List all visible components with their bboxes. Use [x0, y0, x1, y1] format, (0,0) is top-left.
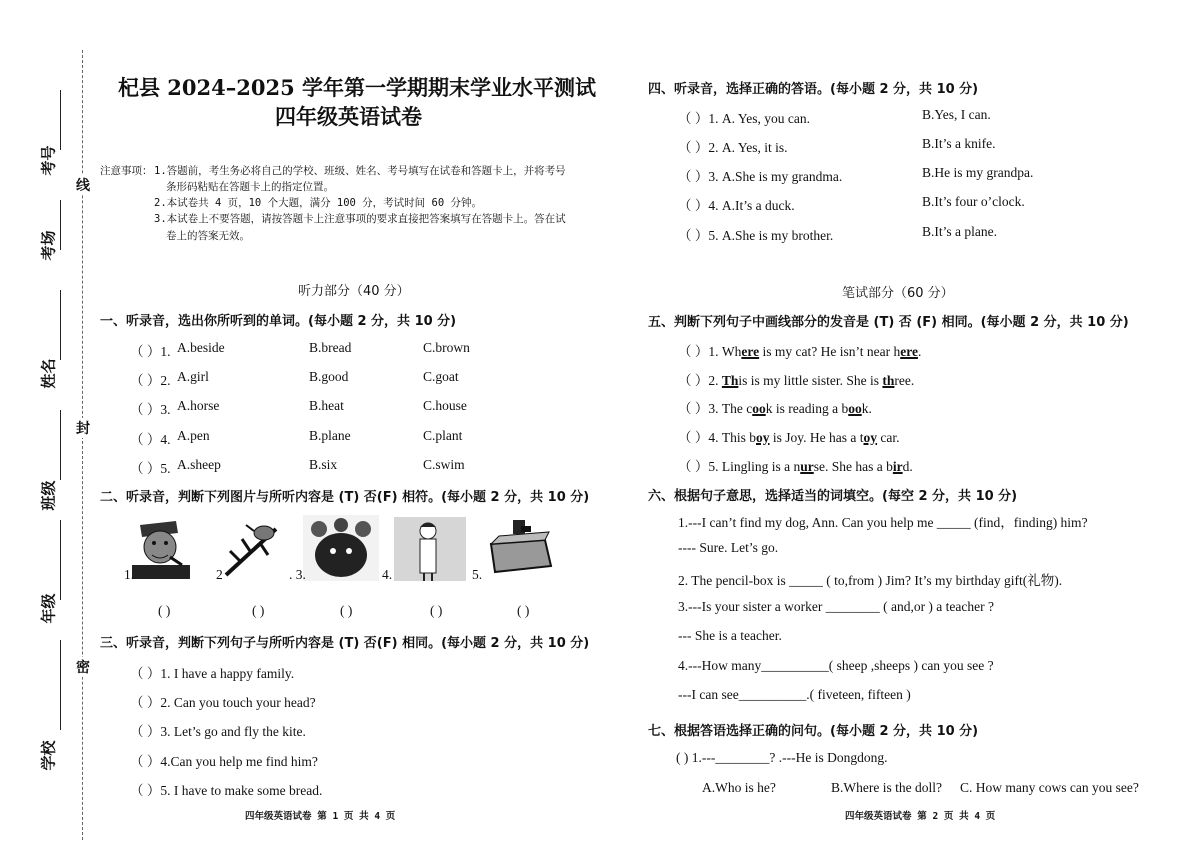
option-b: B.It’s a plane.: [922, 224, 997, 239]
field-class-label: 班级: [39, 480, 58, 511]
question-number: （ ）2.: [130, 373, 171, 388]
option-b: B.It’s a knife.: [922, 136, 996, 151]
option-c: C.swim: [423, 457, 465, 472]
field-line: [60, 410, 61, 480]
underlined-part: ere: [741, 344, 760, 359]
section2-title: 二、听录音，判断下列图片与所听内容是 (T) 否(F) 相符。(每小题 2 分，共 10 分): [100, 490, 590, 505]
answer-bracket: ( ): [517, 603, 530, 618]
field-name-label: 姓名: [39, 358, 58, 389]
text-part: ree.: [894, 373, 915, 388]
text-part: is Joy. He has a t: [769, 430, 864, 445]
underlined-part: oo: [848, 401, 862, 416]
text-part: k is reading a b: [765, 401, 849, 416]
underlined-part: oy: [756, 430, 770, 445]
text-part: （ ）4. This b: [678, 430, 757, 445]
text-part: is my cat? He isn’t near h: [759, 344, 901, 359]
list-item: ---I can see__________.( fiveteen, fifteen ): [678, 687, 911, 702]
option-a: （ ）1. A. Yes, you can.: [678, 111, 811, 126]
field-line: [60, 640, 61, 730]
text-part: （ ）1. Wh: [678, 344, 742, 359]
doctor-picture: [394, 517, 466, 581]
option-c: C. How many cows can you see?: [960, 780, 1139, 795]
notes-item: 1.答题前，考生务必将自己的学校、班级、姓名、考号填写在试卷和答题卡上，并将考号: [154, 165, 566, 177]
list-item: ---- Sure. Let’s go.: [678, 540, 779, 555]
option-b: B.six: [309, 457, 338, 472]
animals-group-picture: [303, 515, 379, 581]
list-item: [678, 397, 872, 417]
option-a: （ ）2. A. Yes, it is.: [678, 140, 788, 155]
underlined-part: Th: [721, 373, 739, 388]
page-footer-left: 四年级英语试卷 第 1 页 共 4 页: [245, 811, 396, 822]
field-line: [60, 90, 61, 150]
list-item: 2. The pencil-box is _____ ( to,from ) Jim? It’s my birthday gift(礼物).: [678, 573, 1063, 588]
option-a: A.horse: [177, 398, 220, 413]
field-line: [60, 290, 61, 360]
bird-on-branch-picture: [220, 515, 286, 581]
option-a: A.beside: [177, 340, 225, 355]
field-exam-number-label: 考号: [39, 145, 58, 176]
option-a: （ ）3. A.She is my grandma.: [678, 169, 843, 184]
option-c: C.plant: [423, 428, 463, 443]
underlined-part: ere: [900, 344, 918, 359]
question-number: （ ）4.: [130, 432, 171, 447]
field-grade-label: 年级: [39, 593, 58, 624]
option-b: B.Yes, I can.: [922, 107, 991, 122]
picture-number: 4.: [382, 567, 393, 582]
option-b: B.bread: [309, 340, 352, 355]
field-line: [60, 520, 61, 600]
cut-mark-line: 线: [76, 175, 90, 195]
list-item: ( ) 1.---________? .---He is Dongdong.: [676, 750, 888, 765]
option-c: C.house: [423, 398, 467, 413]
underlined-part: oo: [752, 401, 766, 416]
text-part: （ ）3. The c: [678, 401, 753, 416]
list-item: [678, 369, 914, 389]
list-item: [678, 340, 921, 360]
underlined-part: th: [882, 373, 895, 388]
section5-title: 五、判断下列句子中画线部分的发音是 (T) 否 (F) 相同。(每小题 2 分，共 10 分): [648, 315, 1129, 330]
text-part: .: [917, 344, 922, 359]
field-line: [60, 200, 61, 250]
text-part: （ ）2.: [678, 373, 722, 388]
section6-title: 六、根据句子意思，选择适当的词填空。(每空 2 分，共 10 分): [648, 489, 1018, 504]
underlined-part: ir: [892, 459, 903, 474]
list-item: （ ）3. Let’s go and fly the kite.: [130, 724, 306, 739]
question-number: （ ）3.: [130, 402, 171, 417]
text-part: se. She has a b: [813, 459, 893, 474]
notes-label: 注意事项：: [100, 165, 153, 177]
section3-title: 三、听录音，判断下列句子与所听内容是 (T) 否(F) 相同。(每小题 2 分，共 10 分): [100, 636, 590, 651]
text-part: car.: [877, 430, 900, 445]
option-a: A.girl: [177, 369, 209, 384]
underlined-part: ur: [800, 459, 814, 474]
page-footer-right: 四年级英语试卷 第 2 页 共 4 页: [845, 811, 996, 822]
cut-dash-line: [82, 50, 83, 840]
option-a: （ ）4. A.It’s a duck.: [678, 198, 795, 213]
writing-heading: 笔试部分（60 分）: [842, 286, 954, 301]
field-school-label: 学校: [39, 740, 58, 771]
list-item: [678, 426, 900, 446]
option-b: B.Where is the doll?: [831, 780, 942, 795]
cut-mark-seal: 封: [76, 418, 90, 438]
man-eating-picture: [130, 515, 192, 581]
exam-title-line2: 四年级英语试卷: [275, 104, 422, 129]
list-item: （ ）1. I have a happy family.: [130, 666, 295, 681]
notes-item: 2.本试卷共 4 页，10 个大题，满分 100 分，考试时间 60 分钟。: [154, 197, 482, 209]
option-b: B.It’s four o’clock.: [922, 194, 1025, 209]
option-b: B.plane: [309, 428, 351, 443]
list-item: （ ）2. Can you touch your head?: [130, 695, 316, 710]
text-part: （ ）5. Lingling is a n: [678, 459, 801, 474]
option-a: A.sheep: [177, 457, 221, 472]
question-number: （ ）1.: [130, 344, 171, 359]
section7-title: 七、根据答语选择正确的问句。(每小题 2 分，共 10 分): [648, 724, 979, 739]
option-b: B.He is my grandpa.: [922, 165, 1034, 180]
option-a: （ ）5. A.She is my brother.: [678, 228, 834, 243]
underlined-part: oy: [863, 430, 878, 445]
answer-bracket: ( ): [252, 603, 265, 618]
notes-item: 3.本试卷上不要答题，请按答题卡上注意事项的要求直接把答案填写在答题卡上。答在试: [154, 213, 566, 225]
list-item: （ ）5. I have to make some bread.: [130, 783, 323, 798]
answer-bracket: ( ): [158, 603, 171, 618]
listening-heading: 听力部分（40 分）: [298, 284, 410, 299]
list-item: 4.---How many__________( sheep ,sheeps ) can you see ?: [678, 658, 994, 673]
question-number: （ ）5.: [130, 461, 171, 476]
notes-item: 卷上的答案无效。: [166, 230, 250, 242]
section4-title: 四、听录音，选择正确的答语。(每小题 2 分，共 10 分): [648, 82, 979, 97]
picture-number: . 3.: [289, 567, 306, 582]
box-picture: [485, 518, 557, 580]
list-item: --- She is a teacher.: [678, 628, 782, 643]
exam-title-line1: 杞县 2024–2025 学年第一学期期末学业水平测试: [118, 75, 597, 100]
answer-bracket: ( ): [340, 603, 353, 618]
text-part: k.: [861, 401, 872, 416]
option-b: B.heat: [309, 398, 344, 413]
picture-number: 1.: [124, 567, 135, 582]
list-item: 1.---I can’t find my dog, Ann. Can you help me _____ (find，finding) him?: [678, 515, 1088, 530]
field-exam-room-label: 考场: [39, 230, 58, 261]
notes-item: 条形码粘贴在答题卡上的指定位置。: [166, 181, 334, 193]
option-a: A.Who is he?: [702, 780, 776, 795]
option-c: C.goat: [423, 369, 459, 384]
list-item: [678, 455, 913, 475]
answer-bracket: ( ): [430, 603, 443, 618]
text-part: is is my little sister. She is: [738, 373, 883, 388]
section1-title: 一、听录音，选出你所听到的单词。(每小题 2 分，共 10 分): [100, 314, 457, 329]
picture-number: 2: [216, 567, 223, 582]
cut-mark-secret: 密: [76, 657, 90, 677]
list-item: （ ）4.Can you help me find him?: [130, 754, 318, 769]
option-b: B.good: [309, 369, 349, 384]
text-part: d.: [902, 459, 913, 474]
picture-number: 5.: [472, 567, 483, 582]
list-item: 3.---Is your sister a worker ________ ( and,or ) a teacher ?: [678, 599, 995, 614]
option-a: A.pen: [177, 428, 210, 443]
option-c: C.brown: [423, 340, 470, 355]
